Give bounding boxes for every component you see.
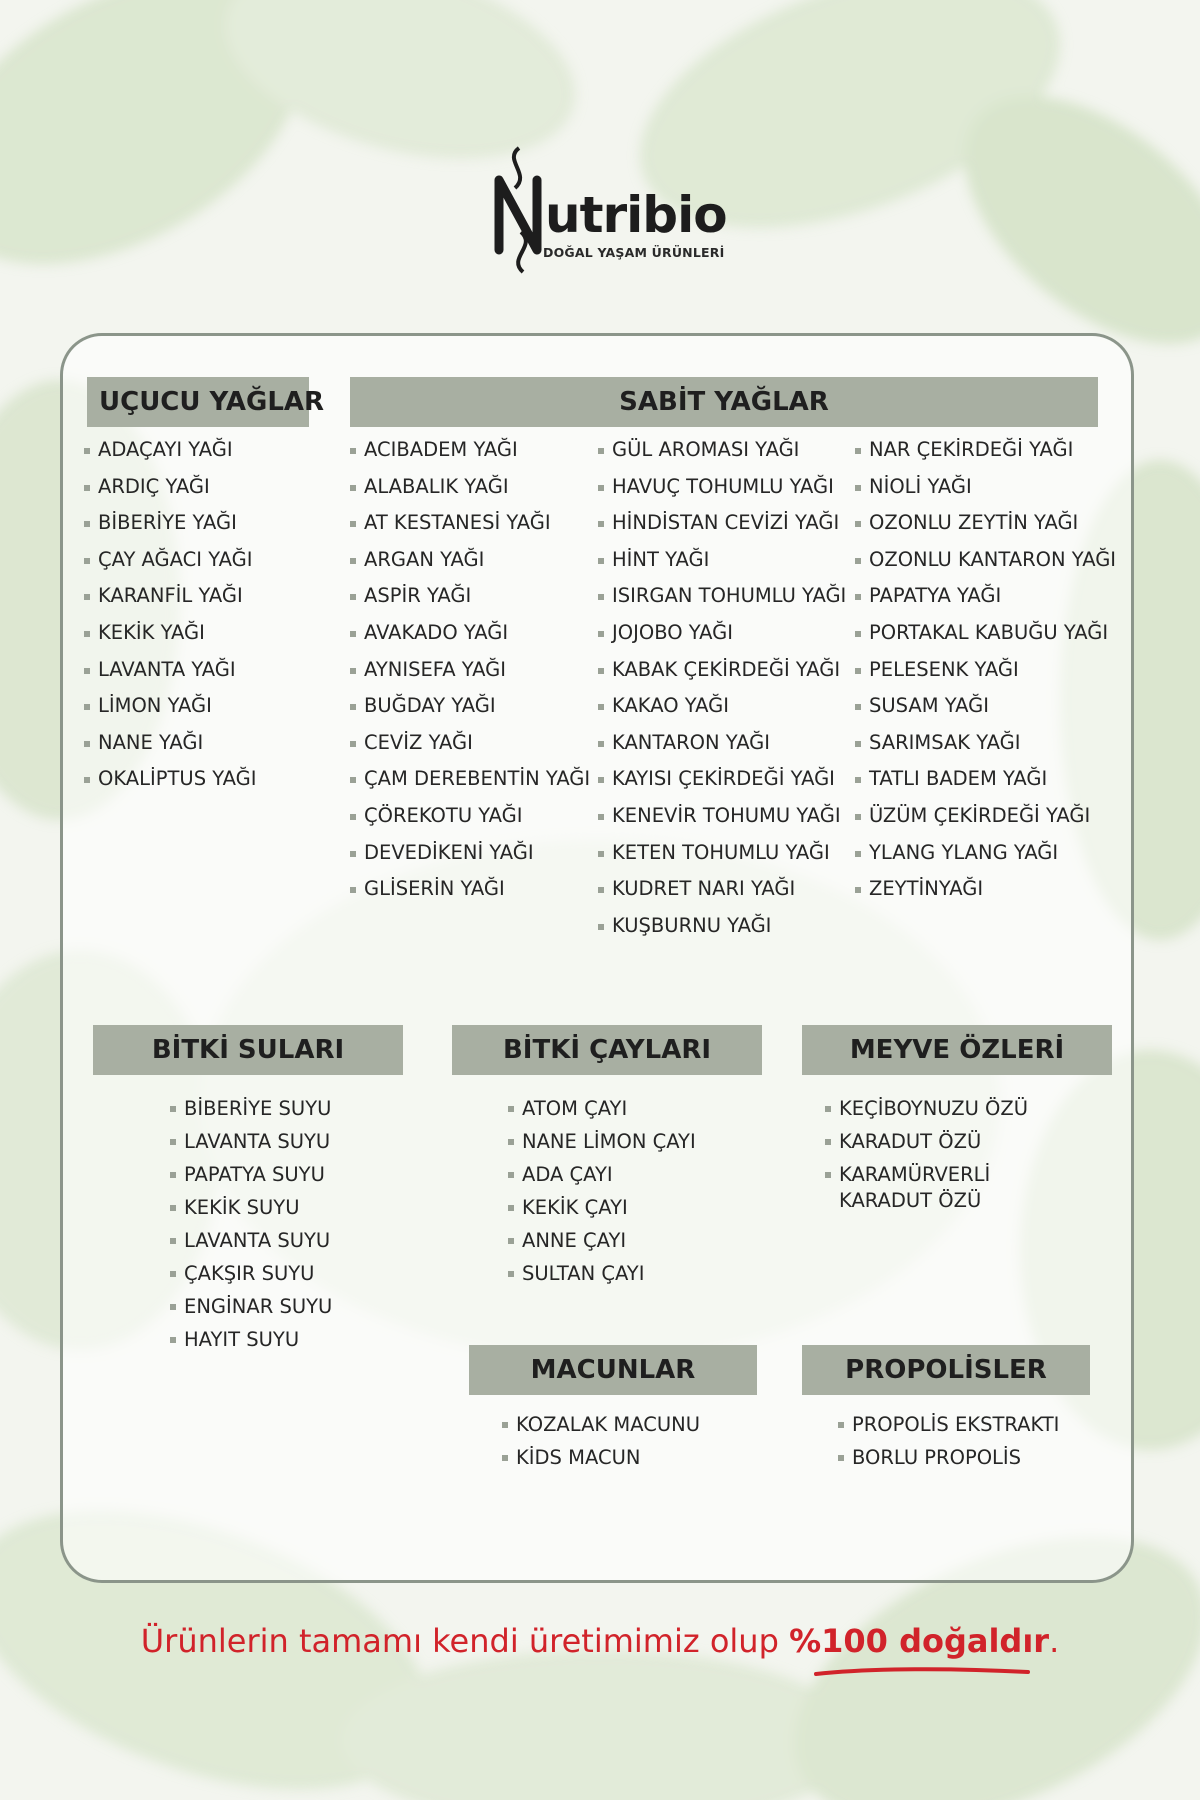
list-item: ARDIÇ YAĞI [84,469,257,506]
list-item: PORTAKAL KABUĞU YAĞI [855,615,1116,652]
list-item: KETEN TOHUMLU YAĞI [598,835,846,872]
list-item: ENGİNAR SUYU [170,1290,332,1323]
list-item: KOZALAK MACUNU [502,1408,700,1441]
list-item: KEÇİBOYNUZU ÖZÜ [825,1092,1028,1125]
list-item: ÇAY AĞACI YAĞI [84,542,257,579]
list-item: BİBERİYE YAĞI [84,505,257,542]
footer-period: . [1049,1622,1060,1660]
list-item: BİBERİYE SUYU [170,1092,332,1125]
list-item: LİMON YAĞI [84,688,257,725]
list-item: BUĞDAY YAĞI [350,688,590,725]
list-item: DEVEDİKENİ YAĞI [350,835,590,872]
section-header-meyve-ozleri: MEYVE ÖZLERİ [802,1025,1112,1075]
list-item: PAPATYA YAĞI [855,578,1116,615]
list-item: KARADUT ÖZÜ [825,1125,1028,1158]
list-item: YLANG YLANG YAĞI [855,835,1116,872]
list-sabit-col2 [598,432,846,944]
list-item: HAVUÇ TOHUMLU YAĞI [598,469,846,506]
list-sabit-col1 [350,432,590,908]
list-item: NİOLİ YAĞI [855,469,1116,506]
list-item: CEVİZ YAĞI [350,725,590,762]
list-item: KAKAO YAĞI [598,688,846,725]
list-item: ZEYTİNYAĞI [855,871,1116,908]
list-item: ARGAN YAĞI [350,542,590,579]
list-item: AVAKADO YAĞI [350,615,590,652]
list-item: SUSAM YAĞI [855,688,1116,725]
list-item: KABAK ÇEKİRDEĞİ YAĞI [598,652,846,689]
list-item: AYNISEFA YAĞI [350,652,590,689]
list-item: KEKİK YAĞI [84,615,257,652]
list-item: ISIRGAN TOHUMLU YAĞI [598,578,846,615]
logo-wordmark: utribio [545,186,727,244]
list-item: KANTARON YAĞI [598,725,846,762]
list-item: PELESENK YAĞI [855,652,1116,689]
list-item: ALABALIK YAĞI [350,469,590,506]
list-item: ATOM ÇAYI [508,1092,696,1125]
footer-emphasis: %100 doğaldır [789,1622,1050,1660]
list-item: LAVANTA SUYU [170,1125,332,1158]
list-item: HİNT YAĞI [598,542,846,579]
list-item: HAYIT SUYU [170,1323,332,1356]
section-header-bitki-caylari: BİTKİ ÇAYLARI [452,1025,762,1075]
list-item: LAVANTA SUYU [170,1224,332,1257]
list-item: SARIMSAK YAĞI [855,725,1116,762]
list-item: LAVANTA YAĞI [84,652,257,689]
list-item: HİNDİSTAN CEVİZİ YAĞI [598,505,846,542]
list-item: KİDS MACUN [502,1441,700,1474]
section-header-ucucu: UÇUCU YAĞLAR [87,377,309,427]
list-item: PAPATYA SUYU [170,1158,332,1191]
list-item: OKALİPTUS YAĞI [84,761,257,798]
list-item: KUŞBURNU YAĞI [598,908,846,945]
brush-underline [812,1664,1032,1680]
list-item: KEKİK ÇAYI [508,1191,696,1224]
list-item: ÇAM DEREBENTİN YAĞI [350,761,590,798]
list-item: OZONLU KANTARON YAĞI [855,542,1116,579]
footer-tagline [0,1622,1200,1660]
section-header-macunlar: MACUNLAR [469,1345,757,1395]
list-meyve-ozleri [825,1092,1028,1214]
list-item: KAYISI ÇEKİRDEĞİ YAĞI [598,761,846,798]
list-item: NAR ÇEKİRDEĞİ YAĞI [855,432,1116,469]
list-item: PROPOLİS EKSTRAKTI [838,1408,1059,1441]
list-item: ADAÇAYI YAĞI [84,432,257,469]
section-header-bitki-sulari: BİTKİ SULARI [93,1025,403,1075]
section-header-sabit: SABİT YAĞLAR [350,377,1098,427]
list-item: AT KESTANESİ YAĞI [350,505,590,542]
section-header-propolisler: PROPOLİSLER [802,1345,1090,1395]
list-item: JOJOBO YAĞI [598,615,846,652]
list-item: GLİSERİN YAĞI [350,871,590,908]
list-item: KEKİK SUYU [170,1191,332,1224]
list-item: ANNE ÇAYI [508,1224,696,1257]
list-item: ÜZÜM ÇEKİRDEĞİ YAĞI [855,798,1116,835]
list-item: OZONLU ZEYTİN YAĞI [855,505,1116,542]
list-bitki-caylari [508,1092,696,1290]
list-item: ADA ÇAYI [508,1158,696,1191]
list-item: BORLU PROPOLİS [838,1441,1059,1474]
list-ucucu [84,432,257,798]
list-item: TATLI BADEM YAĞI [855,761,1116,798]
list-bitki-sulari [170,1092,332,1356]
list-item: NANE LİMON ÇAYI [508,1125,696,1158]
list-macunlar [502,1408,700,1474]
list-item: KUDRET NARI YAĞI [598,871,846,908]
logo-tagline: DOĞAL YAŞAM ÜRÜNLERİ [543,245,725,260]
list-item: KARAMÜRVERLİ KARADUT ÖZÜ [825,1162,985,1214]
list-item: SULTAN ÇAYI [508,1257,696,1290]
brand-logo [485,140,727,280]
list-propolisler [838,1408,1059,1474]
list-item: ÇÖREKOTU YAĞI [350,798,590,835]
list-item: KARANFİL YAĞI [84,578,257,615]
list-sabit-col3 [855,432,1116,908]
list-item: GÜL AROMASI YAĞI [598,432,846,469]
list-item: ASPİR YAĞI [350,578,590,615]
list-item: KENEVİR TOHUMU YAĞI [598,798,846,835]
footer-text: Ürünlerin tamamı kendi üretimimiz olup [140,1622,790,1660]
list-item: ÇAKŞIR SUYU [170,1257,332,1290]
list-item: ACIBADEM YAĞI [350,432,590,469]
list-item: NANE YAĞI [84,725,257,762]
